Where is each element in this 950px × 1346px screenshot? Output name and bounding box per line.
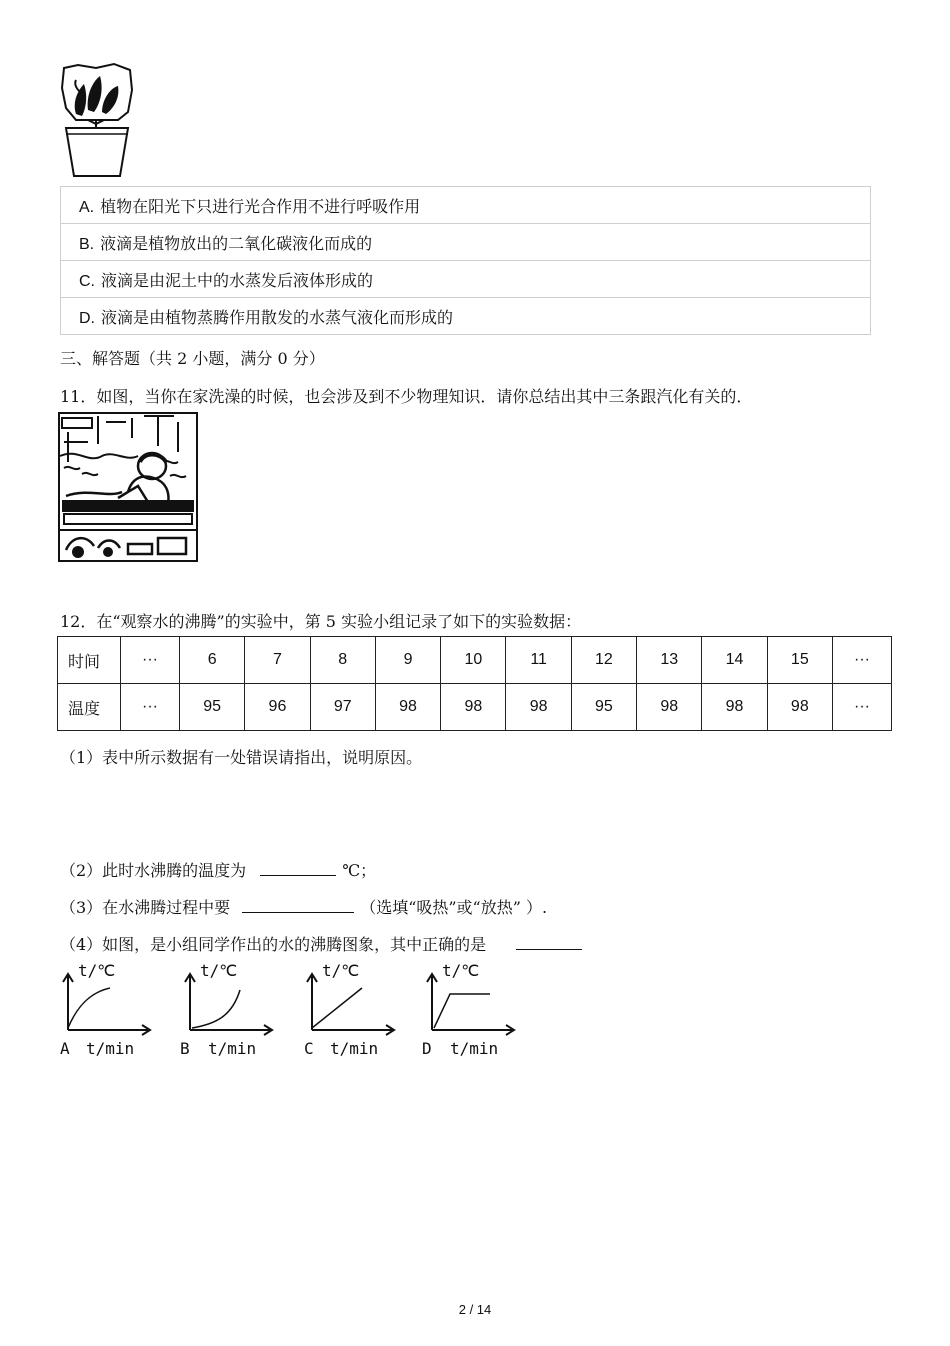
table-cell: 12	[571, 637, 636, 684]
sub-question-2	[60, 858, 376, 881]
table-cell: 98	[375, 684, 440, 731]
time-row	[58, 637, 892, 684]
table-cell: 98	[441, 684, 506, 731]
table-cell: 98	[506, 684, 571, 731]
options-table	[60, 186, 871, 335]
option-letter: D.	[79, 309, 95, 327]
option-row-a	[61, 187, 871, 224]
sub4-text: （4）如图，是小组同学作出的水的沸腾图象，其中正确的是	[60, 935, 487, 954]
table-cell: 15	[767, 637, 832, 684]
graph-letter: B	[180, 1039, 190, 1058]
graph-xlabel: t/min	[450, 1039, 499, 1058]
graph-xlabel: t/min	[208, 1039, 257, 1058]
sub2-text: （2）此时水沸腾的温度为	[60, 861, 247, 880]
table-cell: ···	[121, 684, 180, 731]
answer-blank-3[interactable]	[242, 896, 354, 913]
boiling-graphs	[56, 962, 526, 1062]
table-cell: 10	[441, 637, 506, 684]
table-cell: 98	[702, 684, 767, 731]
graph-letter: C	[304, 1039, 314, 1058]
option-letter: C.	[79, 272, 95, 290]
graph-xlabel: t/min	[330, 1039, 379, 1058]
table-cell: 95	[180, 684, 245, 731]
graph-ylabel: t/℃	[442, 962, 480, 980]
sub2-unit: ℃；	[342, 861, 377, 880]
graph-b	[180, 962, 272, 1058]
section-heading: 三、解答题（共 2 小题，满分 0 分）	[60, 349, 325, 368]
graph-xlabel: t/min	[86, 1039, 135, 1058]
boiling-data-table	[57, 636, 892, 731]
question-11: 11．如图，当你在家洗澡的时候，也会涉及到不少物理知识．请你总结出其中三条跟汽化有关的．	[60, 387, 753, 406]
table-cell: ···	[832, 637, 891, 684]
table-cell: 95	[571, 684, 636, 731]
temperature-row	[58, 684, 892, 731]
table-cell: 9	[375, 637, 440, 684]
sub3-choice: （选填“吸热”或“放热” ）.	[360, 898, 548, 917]
time-label: 时间	[58, 637, 121, 684]
option-row-b	[61, 224, 871, 261]
graph-letter: A	[60, 1039, 70, 1058]
table-cell: 97	[310, 684, 375, 731]
option-row-c	[61, 261, 871, 298]
option-row-d	[61, 298, 871, 335]
sub-question-4	[60, 932, 588, 955]
graph-ylabel: t/℃	[322, 962, 360, 980]
option-text: 液滴是由植物蒸腾作用散发的水蒸气液化而形成的	[101, 307, 454, 327]
question-12: 12．在“观察水的沸腾”的实验中，第 5 实验小组记录了如下的实验数据：	[60, 612, 582, 631]
option-letter: B.	[79, 235, 95, 253]
table-cell: ···	[121, 637, 180, 684]
table-cell: 6	[180, 637, 245, 684]
temperature-label: 温度	[58, 684, 121, 731]
option-letter: A.	[79, 198, 95, 216]
table-cell: 11	[506, 637, 571, 684]
sub3-text: （3）在水沸腾过程中要	[60, 898, 231, 917]
table-cell: 7	[245, 637, 310, 684]
graph-letter: D	[422, 1039, 432, 1058]
table-cell: 98	[637, 684, 702, 731]
graph-c	[304, 962, 394, 1058]
answer-blank-2[interactable]	[260, 859, 336, 876]
graph-ylabel: t/℃	[200, 962, 238, 980]
table-cell: 14	[702, 637, 767, 684]
sub-question-3	[60, 895, 547, 918]
bathing-illustration	[58, 412, 198, 562]
table-cell: 13	[637, 637, 702, 684]
graph-d	[422, 962, 514, 1058]
table-cell: 96	[245, 684, 310, 731]
sub-question-1: （1）表中所示数据有一处错误请指出，说明原因。	[60, 748, 423, 767]
option-text: 植物在阳光下只进行光合作用不进行呼吸作用	[100, 196, 421, 216]
answer-blank-4[interactable]	[516, 933, 582, 950]
table-cell: 8	[310, 637, 375, 684]
graph-ylabel: t/℃	[78, 962, 116, 980]
option-text: 液滴是植物放出的二氧化碳液化而成的	[100, 233, 373, 253]
plant-pot-illustration	[58, 62, 136, 180]
graph-a	[60, 962, 150, 1058]
page-number: 2 / 14	[458, 1302, 492, 1317]
option-text: 液滴是由泥土中的水蒸发后液体形成的	[101, 270, 374, 290]
table-cell: 98	[767, 684, 832, 731]
table-cell: ···	[832, 684, 891, 731]
